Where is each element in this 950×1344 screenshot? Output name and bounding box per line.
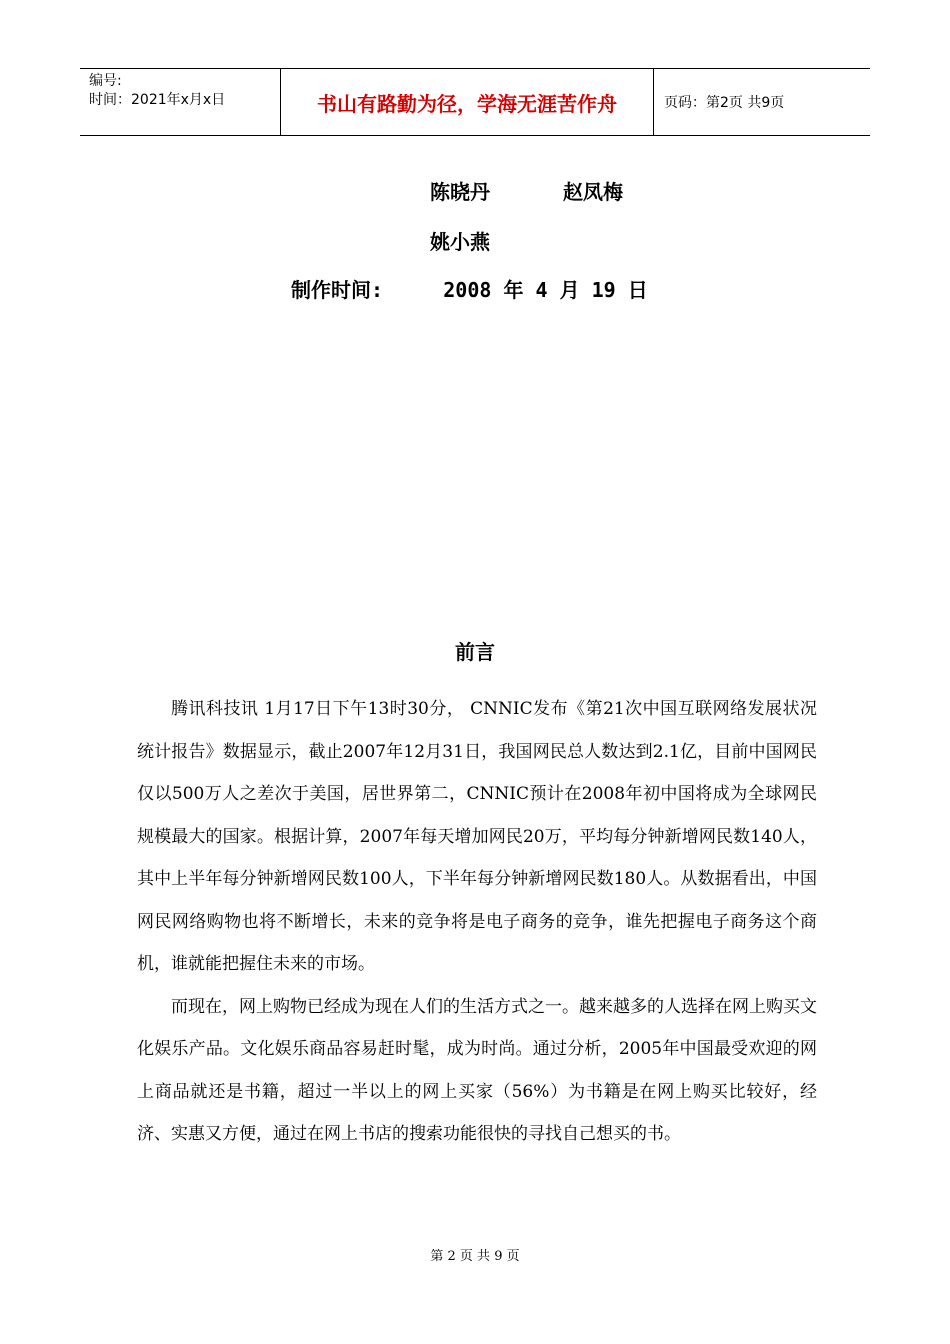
production-date: 制作时间: 2008 年 4 月 19 日: [291, 278, 648, 302]
page-header: [80, 68, 870, 136]
time-label: 时间：2021年x月x日: [89, 92, 226, 108]
body-text: [137, 688, 817, 1156]
author-name-3: 姚小燕: [430, 230, 490, 254]
author-name-2: 赵凤梅: [563, 180, 623, 204]
header-page-info: 页码：第2页 共9页: [664, 95, 785, 111]
number-label: 编号:: [89, 73, 122, 89]
section-title: 前言: [455, 640, 495, 664]
header-motto: 书山有路勤为径，学海无涯苦作舟: [281, 69, 654, 135]
paragraph: 而现在，网上购物已经成为现在人们的生活方式之一。越来越多的人选择在网上购买文化娱乐产品。文化娱乐商品容易赶时髦，成为时尚。通过分析，2005年中国最受欢迎的网上商品就还是书籍，超过一半以上的网上买家（56%）为书籍是在网上购买比较好，经济、实惠又方便，通过在网上书店的搜索功能很快的寻找自己想买的书。: [137, 996, 817, 1144]
header-meta: [80, 69, 281, 135]
paragraph: 腾讯科技讯 1月17日下午13时30分， CNNIC发布《第21次中国互联网络发展状况统计报告》数据显示，截止2007年12月31日，我国网民总人数达到2.1亿，目前中国网民仅以500万人之差次于美国，居世界第二，CNNIC预计在2008年初中国将成为全球网民规模最大的国家。根据计算，2007年每天增加网民20万，平均每分钟新增网民数140人，其中上半年每分钟新增网民数100人，下半年每分钟新增网民数180人。从数据看出，中国网民网络购物也将不断增长，未来的竞争将是电子商务的竞争，谁先把握电子商务这个商机，谁就能把握住未来的市场。: [137, 699, 817, 974]
author-name-1: 陈晓丹: [430, 180, 490, 204]
page-footer: 第 2 页 共 9 页: [430, 1249, 520, 1264]
